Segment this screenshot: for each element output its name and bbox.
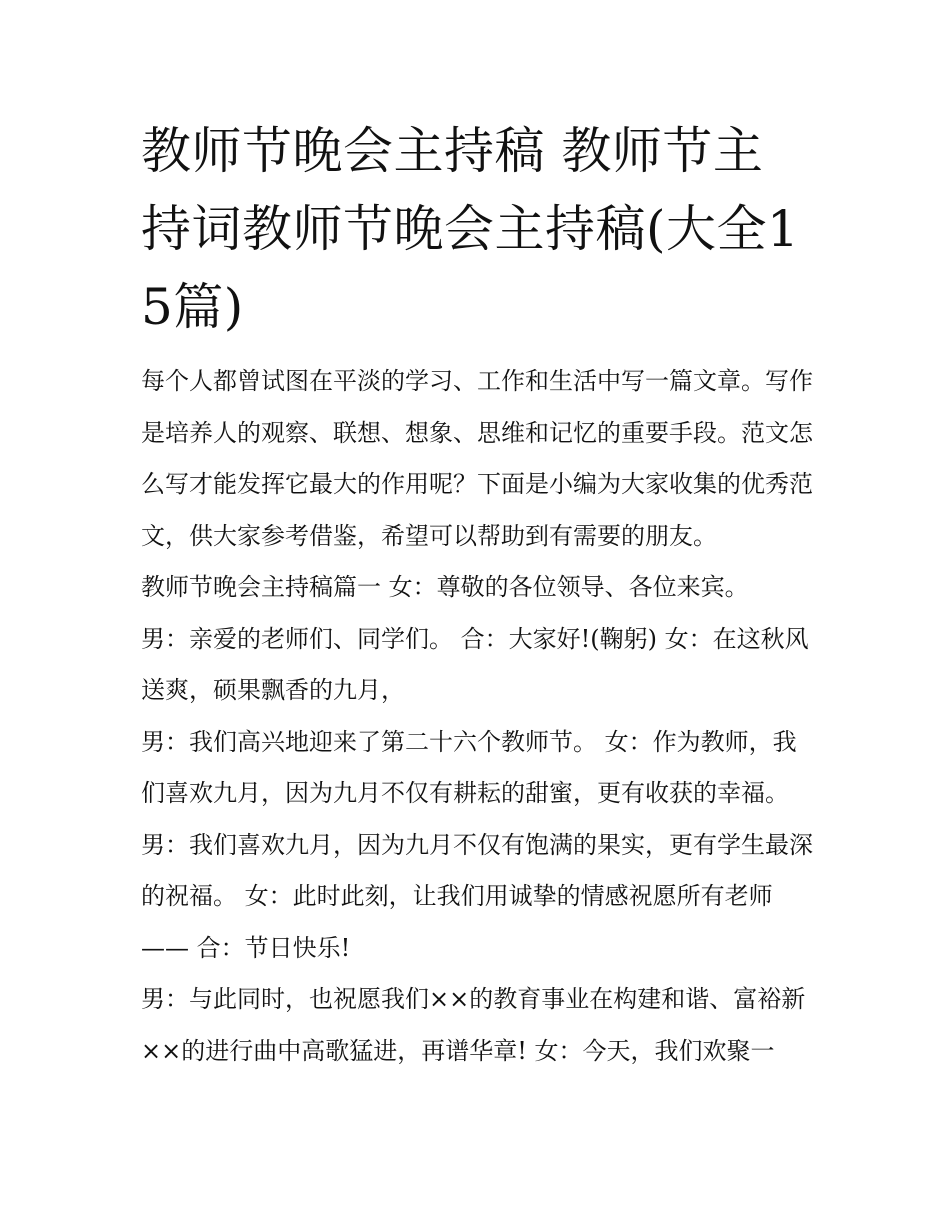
paragraph-2: 男：亲爱的老师们、同学们。 合：大家好!(鞠躬) 女：在这秋风送爽，硕果飘香的九月， (141, 624, 809, 704)
document-body (141, 356, 813, 1077)
paragraph-1: 教师节晚会主持稿篇一 女：尊敬的各位领导、各位来宾。 (141, 573, 749, 601)
paragraph-5: 男：与此同时，也祝愿我们××的教育事业在构建和谐、富裕新××的进行曲中高歌猛进，再谱华章! 女：今天，我们欢聚一 (141, 985, 806, 1065)
paragraph-3: 男：我们高兴地迎来了第二十六个教师节。 女：作为教师，我们喜欢九月，因为九月不仅有耕耘的甜蜜，更有收获的幸福。 (141, 727, 797, 807)
document-title: 教师节晚会主持稿 教师节主持词教师节晚会主持稿(大全15篇) (141, 122, 800, 336)
paragraph-intro: 每个人都曾试图在平淡的学习、工作和生活中写一篇文章。写作是培养人的观察、联想、想象、思维和记忆的重要手段。范文怎么写才能发挥它最大的作用呢？下面是小编为大家收集的优秀范文，供大家参考借鉴，希望可以帮助到有需要的朋友。 (141, 367, 813, 550)
document-page (141, 112, 813, 1077)
paragraph-4: 男：我们喜欢九月，因为九月不仅有饱满的果实，更有学生最深的祝福。 女：此时此刻，让我们用诚挚的情感祝愿所有老师—— 合：节日快乐! (141, 830, 813, 962)
